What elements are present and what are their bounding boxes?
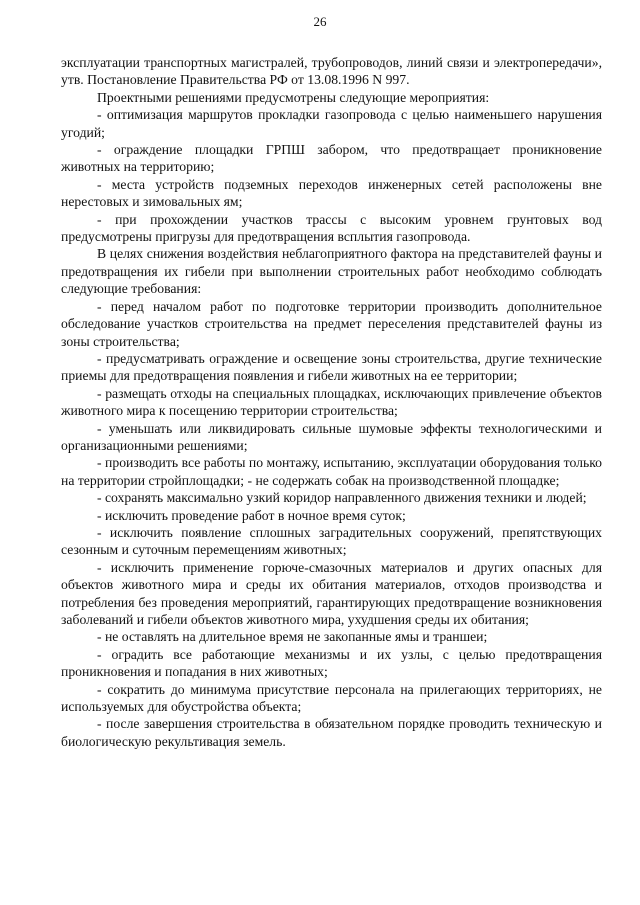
list-item: - уменьшать или ликвидировать сильные шумовые эффекты технологическими и организационными решениями; <box>61 420 602 453</box>
paragraph: В целях снижения воздействия неблагоприятного фактора на представителей фауны и предотвращения их гибели при выполнении строительных работ необходимо соблюдать следующие требования: <box>61 246 602 297</box>
list-item: - оптимизация маршрутов прокладки газопровода с целью наименьшего нарушения угодий; <box>61 107 602 140</box>
list-item: - ограждение площадки ГРПШ забором, что предотвращает проникновение животных на территорию; <box>61 142 602 175</box>
list-item: - оградить все работающие механизмы и их узлы, с целью предотвращения проникновения и попадания в них животных; <box>61 646 602 680</box>
list-item: - исключить применение горюче-смазочных материалов и других опасных для объектов животного мира и среды их обитания материалов, отходов производства и потребления без проведения мероприятий, гарантирующих предотвращение возникновения заболеваний и гибели объектов животного мира, ухудшения среды их обитания; <box>61 559 602 627</box>
list-item: - сократить до минимума присутствие персонала на прилегающих территориях, не используемых для обустройства объекта; <box>61 681 602 715</box>
list-item: - производить все работы по монтажу, испытанию, эксплуатации оборудования только на территории стройплощадки; - не содержать собак на производственной площадке; <box>61 455 602 488</box>
list-item: - исключить проведение работ в ночное время суток; <box>97 507 406 523</box>
paragraph: Проектными решениями предусмотрены следующие мероприятия: <box>97 89 490 105</box>
paragraph: эксплуатации транспортных магистралей, трубопроводов, линий связи и электропередачи», утв. Постановление Правительства РФ от 13.08.1996 N 997. <box>61 55 602 88</box>
list-item: - исключить появление сплошных заградительных сооружений, препятствующих сезонным и суточным перемещениям животных; <box>61 524 602 558</box>
list-item: - размещать отходы на специальных площадках, исключающих привлечение объектов животного мира к посещению территории строительства; <box>61 385 602 419</box>
list-item: - сохранять максимально узкий коридор направленного движения техники и людей; <box>97 490 587 506</box>
list-item: - при прохождении участков трассы с высоким уровнем грунтовых вод предусмотрены пригрузы для предотвращения всплытия газопровода. <box>61 211 602 245</box>
page-number: 26 <box>313 14 327 29</box>
list-item: - места устройств подземных переходов инженерных сетей расположены вне нерестовых и зимовальных ям; <box>61 176 602 210</box>
list-item: - предусматривать ограждение и освещение зоны строительства, другие технические приемы для предотвращения появления и гибели животных на ее территории; <box>61 350 602 384</box>
list-item: - перед началом работ по подготовке территории производить дополнительное обследование участков строительства на предмет переселения представителей фауны из зоны строительства; <box>61 298 602 349</box>
list-item: - после завершения строительства в обязательном порядке проводить техническую и биологическую рекультивация земель. <box>61 716 602 749</box>
document-body <box>61 54 602 750</box>
list-item: - не оставлять на длительное время не закопанные ямы и траншеи; <box>97 629 488 645</box>
